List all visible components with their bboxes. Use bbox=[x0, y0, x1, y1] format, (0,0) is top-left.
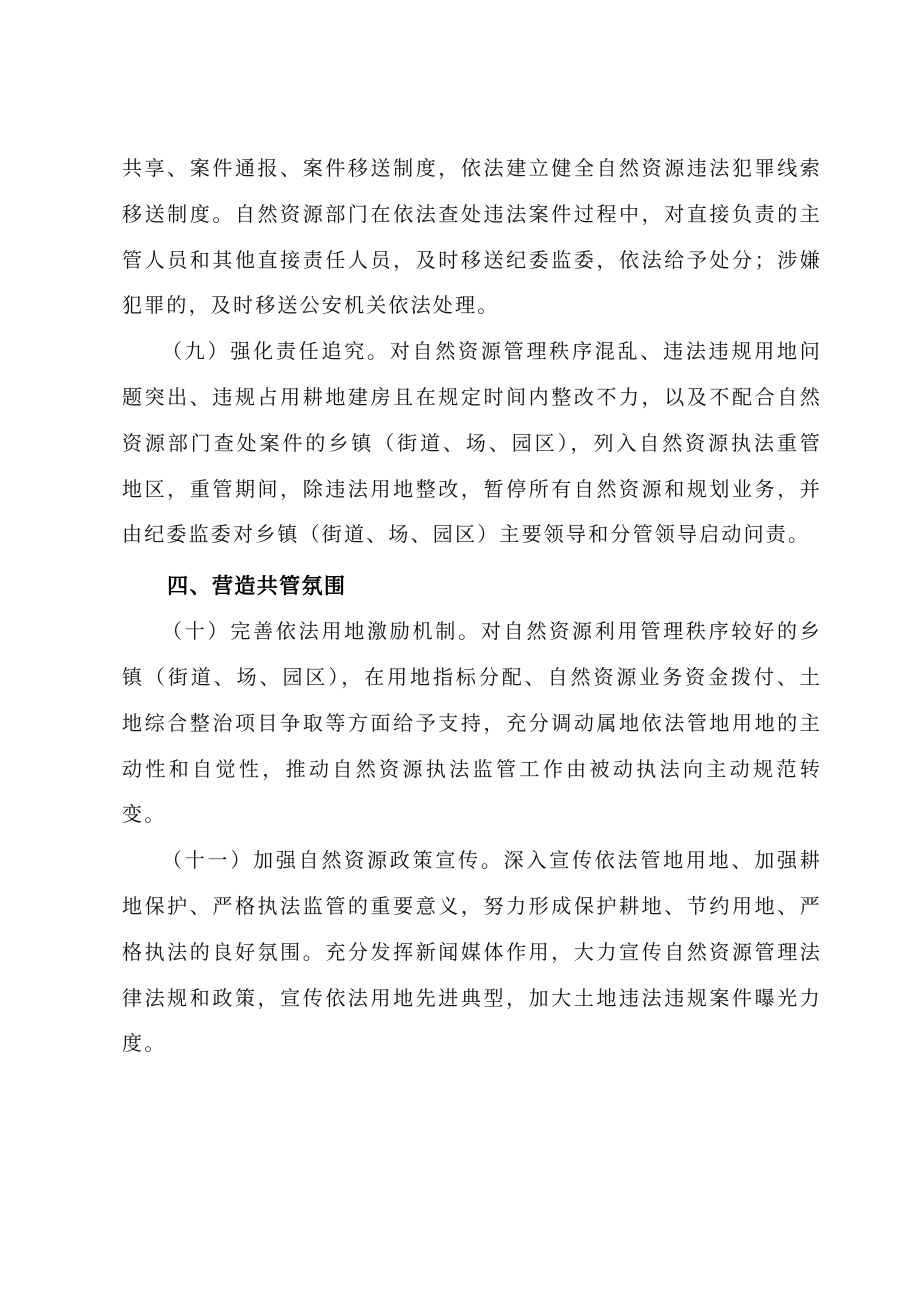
paragraph-accountability: （九）强化责任追究。对自然资源管理秩序混乱、违法违规用地问题突出、违规占用耕地建房且在规定时间内整改不力，以及不配合自然资源部门查处案件的乡镇（街道、场、园区），列入自然资源执法重管地区，重管期间，除违法用地整改，暂停所有自然资源和规划业务，并由纪委监委对乡镇（街道、场、园区）主要领导和分管领导启动问责。 bbox=[122, 339, 822, 547]
paragraph-case-transfer-continued: 共享、案件通报、案件移送制度，依法建立健全自然资源违法犯罪线索移送制度。自然资源部门在依法查处违法案件过程中，对直接负责的主管人员和其他直接责任人员，及时移送纪委监委，依法给予处分；涉嫌犯罪的，及时移送公安机关依法处理。 bbox=[122, 156, 822, 318]
section-heading-co-management: 四、营造共管氛围 bbox=[167, 574, 347, 599]
document-body bbox=[122, 146, 822, 1067]
paragraph-policy-publicity: （十一）加强自然资源政策宣传。深入宣传依法管地用地、加强耕地保护、严格执法监管的重要意义，努力形成保护耕地、节约用地、严格执法的良好氛围。充分发挥新闻媒体作用，大力宣传自然资源管理法律法规和政策，宣传依法用地先进典型，加大土地违法违规案件曝光力度。 bbox=[122, 848, 822, 1056]
paragraph-incentive-mechanism: （十）完善依法用地激励机制。对自然资源利用管理秩序较好的乡镇（街道、场、园区），在用地指标分配、自然资源业务资金拨付、土地综合整治项目争取等方面给予支持，充分调动属地依法管地用地的主动性和自觉性，推动自然资源执法监管工作由被动执法向主动规范转变。 bbox=[122, 619, 822, 827]
